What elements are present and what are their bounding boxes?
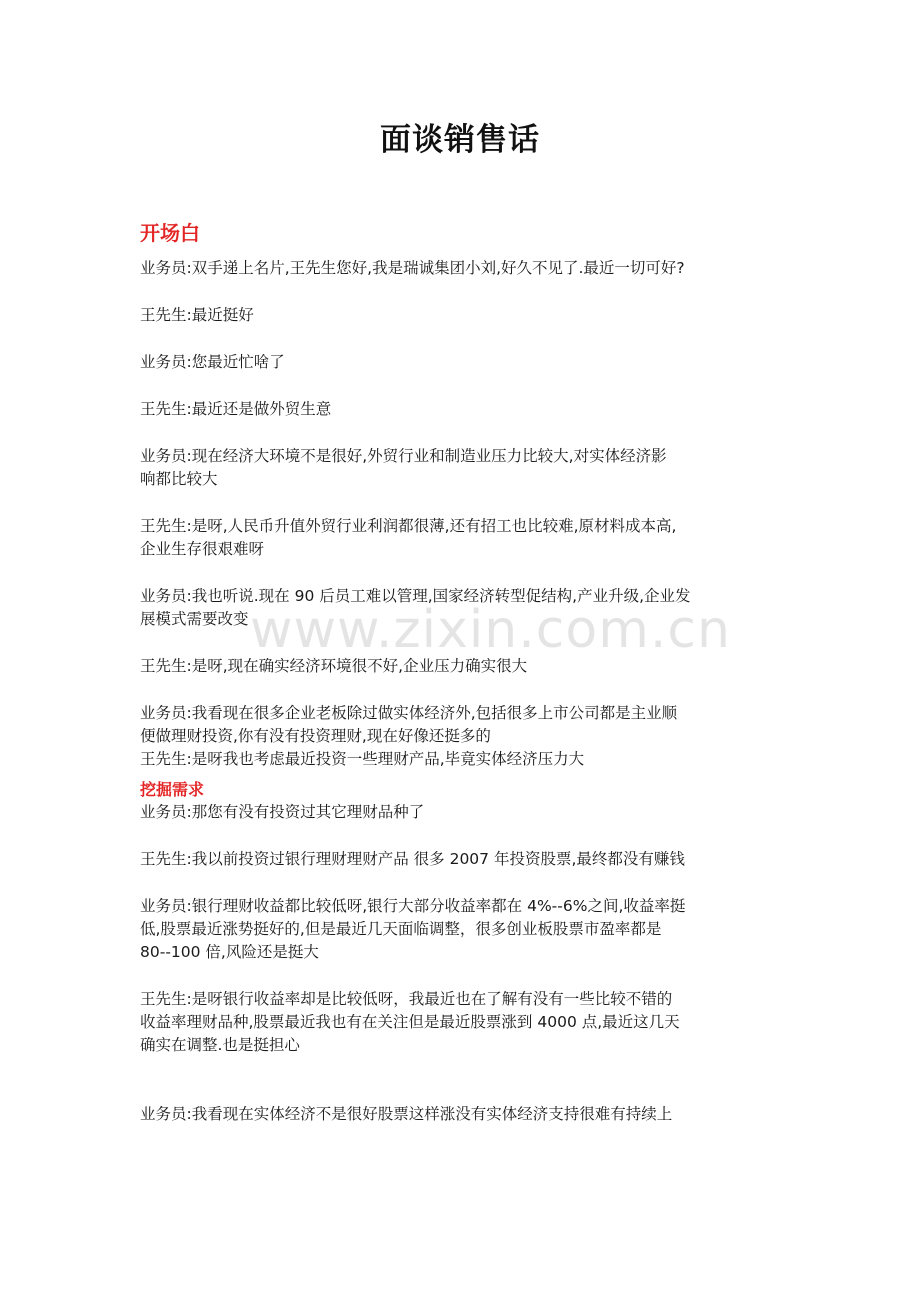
dialogue-line: 收益率理财品种,股票最近我也有在关注但是最近股票涨到 4000 点,最近这几天	[140, 1013, 680, 1031]
dialogue-line: 企业生存很艰难呀	[140, 540, 265, 558]
dialogue-line: 展模式需要改变	[140, 610, 249, 628]
dialogue-line: 便做理财投资,你有没有投资理财,现在好像还挺多的	[140, 727, 491, 745]
dialogue-line: 业务员:我看现在很多企业老板除过做实体经济外,包括很多上市公司都是主业顺	[140, 704, 678, 722]
dialogue-line: 王先生:我以前投资过银行理财理财产品 很多 2007 年投资股票,最终都没有赚钱	[140, 850, 685, 868]
dialogue-line: 王先生:最近挺好	[140, 306, 254, 324]
page-title: 面谈销售话	[380, 122, 540, 158]
document-body	[140, 219, 790, 1126]
dialogue-line: 业务员:现在经济大环境不是很好,外贸行业和制造业压力比较大,对实体经济影	[140, 447, 667, 465]
dialogue-line: 王先生:是呀,现在确实经济环境很不好,企业压力确实很大	[140, 657, 528, 675]
dialogue-line: 80--100 倍,风险还是挺大	[140, 943, 319, 961]
dialogue-line: 王先生:是呀,人民币升值外贸行业利润都很薄,还有招工也比较难,原材料成本高,	[140, 517, 677, 535]
dialogue-line: 响都比较大	[140, 470, 218, 488]
dialogue-line: 业务员:我也听说.现在 90 后员工难以管理,国家经济转型促结构,产业升级,企业发	[140, 587, 691, 605]
dialogue-line: 确实在调整.也是挺担心	[140, 1036, 300, 1054]
section-heading-needs: 挖掘需求	[140, 780, 205, 799]
dialogue-line: 业务员:您最近忙啥了	[140, 353, 285, 371]
section-heading-opening: 开场白	[140, 221, 200, 245]
dialogue-line: 业务员:双手递上名片,王先生您好,我是瑞诚集团小刘,好久不见了.最近一切可好?	[140, 259, 685, 277]
dialogue-line: 王先生:是呀银行收益率却是比较低呀，我最近也在了解有没有一些比较不错的	[140, 990, 673, 1008]
dialogue-line: 低,股票最近涨势挺好的,但是最近几天面临调整，很多创业板股票市盈率都是	[140, 920, 662, 938]
dialogue-line: 王先生:是呀我也考虑最近投资一些理财产品,毕竟实体经济压力大	[140, 750, 585, 768]
dialogue-line: 业务员:银行理财收益都比较低呀,银行大部分收益率都在 4%--6%之间,收益率挺	[140, 897, 686, 915]
watermark: www.zixin.com.cn	[250, 600, 731, 660]
dialogue-line: 业务员:我看现在实体经济不是很好股票这样涨没有实体经济支持很难有持续上	[140, 1105, 673, 1123]
dialogue-line: 业务员:那您有没有投资过其它理财品种了	[140, 803, 425, 821]
dialogue-line: 王先生:最近还是做外贸生意	[140, 400, 332, 418]
